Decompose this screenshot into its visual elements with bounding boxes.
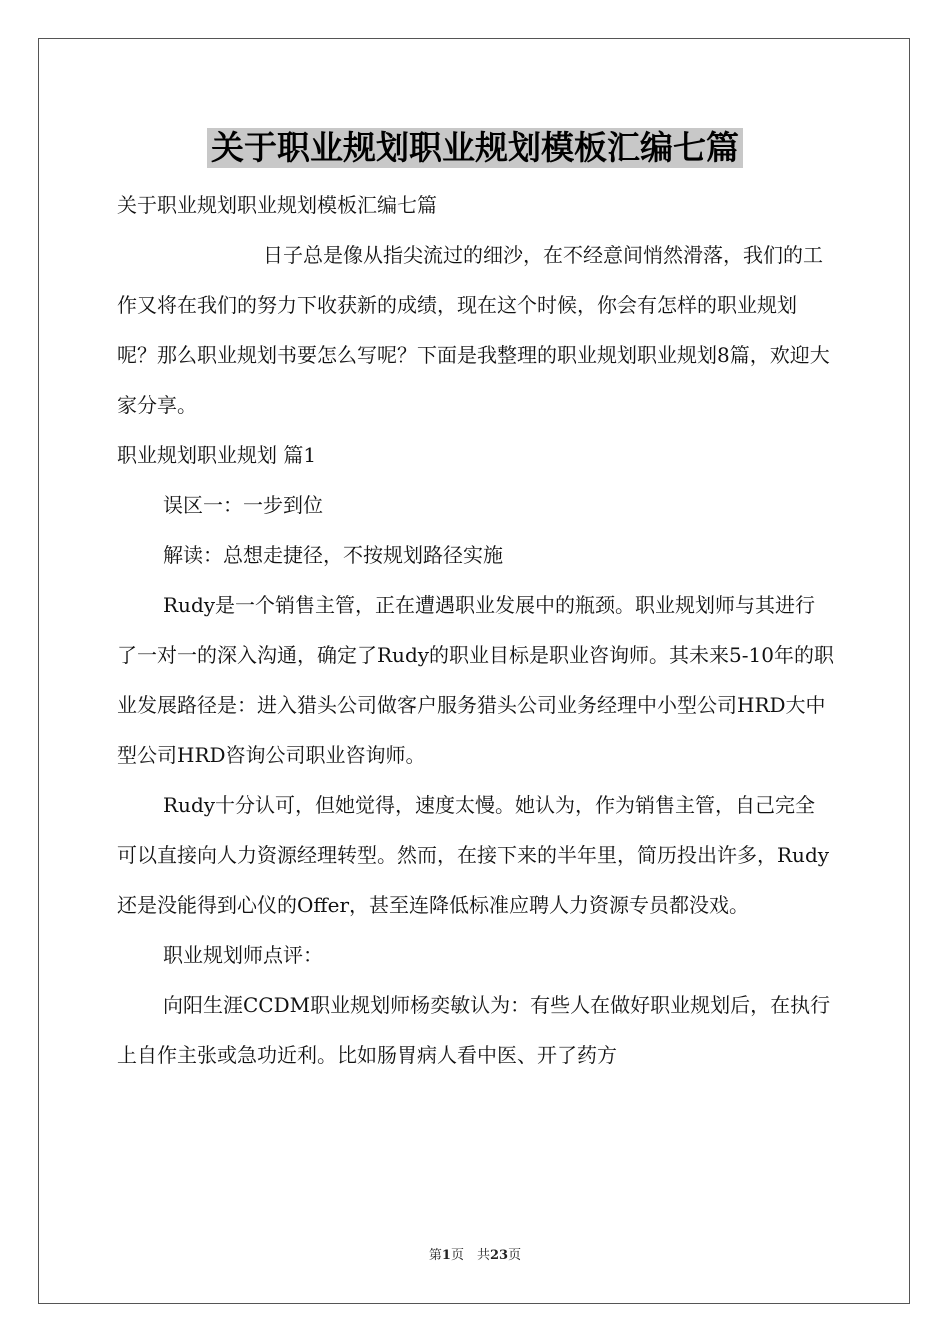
page-total: 23 bbox=[489, 1248, 509, 1263]
review-heading: 职业规划师点评： bbox=[163, 943, 323, 967]
page-mid: 页 共 bbox=[450, 1248, 490, 1263]
review-paragraph: 向阳生涯CCDM职业规划师杨奕敏认为：有些人在做好职业规划后，在执行上自作主张或急功近利。比如肠胃病人看中医、开了药方 bbox=[117, 993, 831, 1067]
page-current: 1 bbox=[441, 1248, 451, 1263]
section-heading: 职业规划职业规划 篇1 bbox=[117, 443, 317, 467]
intro-paragraph: 日子总是像从指尖流过的细沙，在不经意间悄然滑落，我们的工作又将在我们的努力下收获新的成绩，现在这个时候，你会有怎样的职业规划呢？那么职业规划书要怎么写呢？下面是我整理的职业规划职业规划8篇，欢迎大家分享。 bbox=[117, 243, 830, 417]
title-container bbox=[0, 128, 950, 168]
misconception-heading: 误区一：一步到位 bbox=[163, 493, 323, 517]
document-body bbox=[117, 180, 835, 1080]
interpretation-paragraph: 解读：总想走捷径，不按规划路径实施 bbox=[163, 543, 503, 567]
page-suffix: 页 bbox=[508, 1248, 522, 1263]
document-title: 关于职业规划职业规划模板汇编七篇 bbox=[207, 128, 743, 168]
case-continued-paragraph: Rudy十分认可，但她觉得，速度太慢。她认为，作为销售主管，自己完全可以直接向人力资源经理转型。然而，在接下来的半年里，简历投出许多，Rudy还是没能得到心仪的Offer，甚至连降低标准应聘人力资源专员都没戏。 bbox=[117, 793, 830, 917]
case-paragraph: Rudy是一个销售主管，正在遭遇职业发展中的瓶颈。职业规划师与其进行了一对一的深入沟通，确定了Rudy的职业目标是职业咨询师。其未来5-10年的职业发展路径是：进入猎头公司做客户服务猎头公司业务经理中小型公司HRD大中型公司HRD咨询公司职业咨询师。 bbox=[117, 593, 834, 767]
subtitle-paragraph: 关于职业规划职业规划模板汇编七篇 bbox=[117, 193, 437, 217]
page-prefix: 第 bbox=[428, 1248, 442, 1263]
page-footer bbox=[0, 1244, 950, 1263]
